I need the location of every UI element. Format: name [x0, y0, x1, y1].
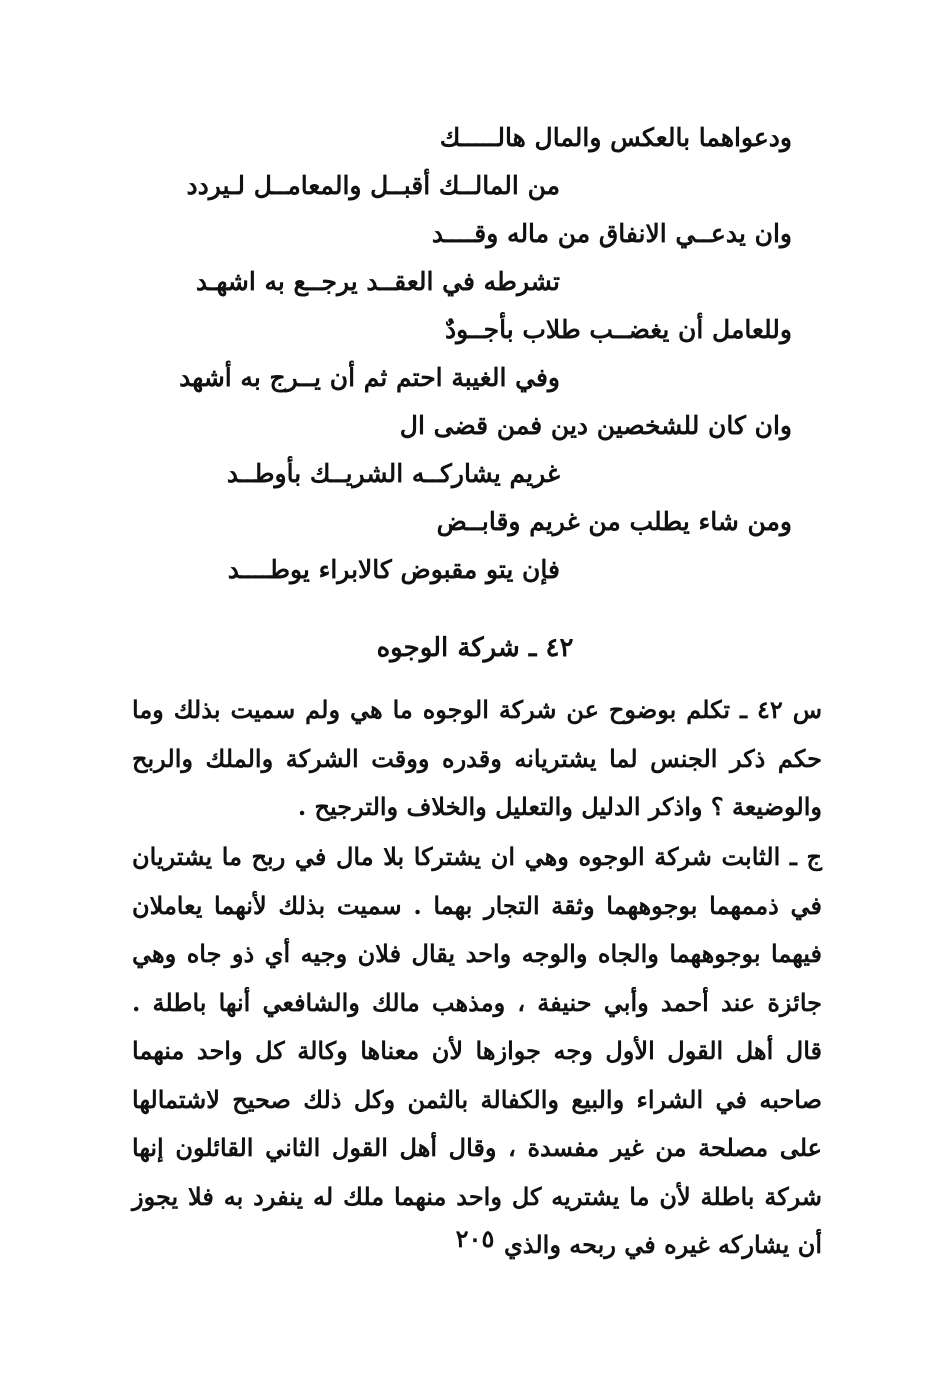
page-number: ٢٠٥: [455, 1224, 495, 1253]
poem-line: ودعواهما بالعكس والمال هالـــــك: [439, 123, 792, 152]
poem-line: من المالــك أقبــل والمعامــل لـيردد: [186, 171, 560, 200]
answer-paragraph: ج ـ الثابت شركة الوجوه وهي ان يشتركا بلا مال في ربح ما يشتريان في ذممهما بوجوههما وثقة التجار بهما . سميت بذلك لأنهما يعاملان فيهما بوجوههما والجاه والوجه واحد يقال فلان وجيه أي ذو جاه وهي جائزة عند أحمد وأبي حنيفة ، ومذهب مالك والشافعي أنها باطلة . قال أهل القول الأول وجه جوازها لأن معناها وكالة كل واحد منهما صاحبه في الشراء والبيع والكفالة بالثمن وكل ذلك صحيح لاشتمالها على مصلحة من غير مفسدة ، وقال أهل القول الثاني القائلون إنها شركة باطلة لأن ما يشتريه كل واحد منهما ملك له ينفرد به فلا يجوز أن يشاركه غيره في ربحه والذي: [132, 842, 822, 1259]
poem-line: وان يدعــي الانفاق من ماله وقــــد: [431, 219, 792, 248]
poem-line: وللعامل أن يغضــب طلاب بأجــودٌ: [444, 315, 792, 344]
poem-line: غريم يشاركــه الشريــك بأوطــد: [226, 459, 560, 488]
poem-line: وان كان للشخصين دين فمن قضى ال: [399, 411, 792, 440]
poem-line: فإن يتو مقبوض كالابراء يوطــــد: [227, 555, 560, 584]
poem-line: وفي الغيبة احتم ثم أن يــرج به أشهد: [179, 363, 560, 392]
poem-line: تشرطه في العقــد يرجــع به اشهـد: [195, 267, 560, 296]
question-paragraph: س ٤٢ ـ تكلم بوضوح عن شركة الوجوه ما هي ولم سميت بذلك وما حكم ذكر الجنس لما يشتريانه وقدره ووقت الشركة والملك والربح والوضيعة ؟ واذكر الدليل والتعليل والخلاف والترجيح .: [132, 695, 822, 821]
poem-line: ومن شاء يطلب من غريم وقابــض: [436, 507, 792, 536]
section-heading: ٤٢ ـ شركة الوجوه: [376, 633, 574, 663]
